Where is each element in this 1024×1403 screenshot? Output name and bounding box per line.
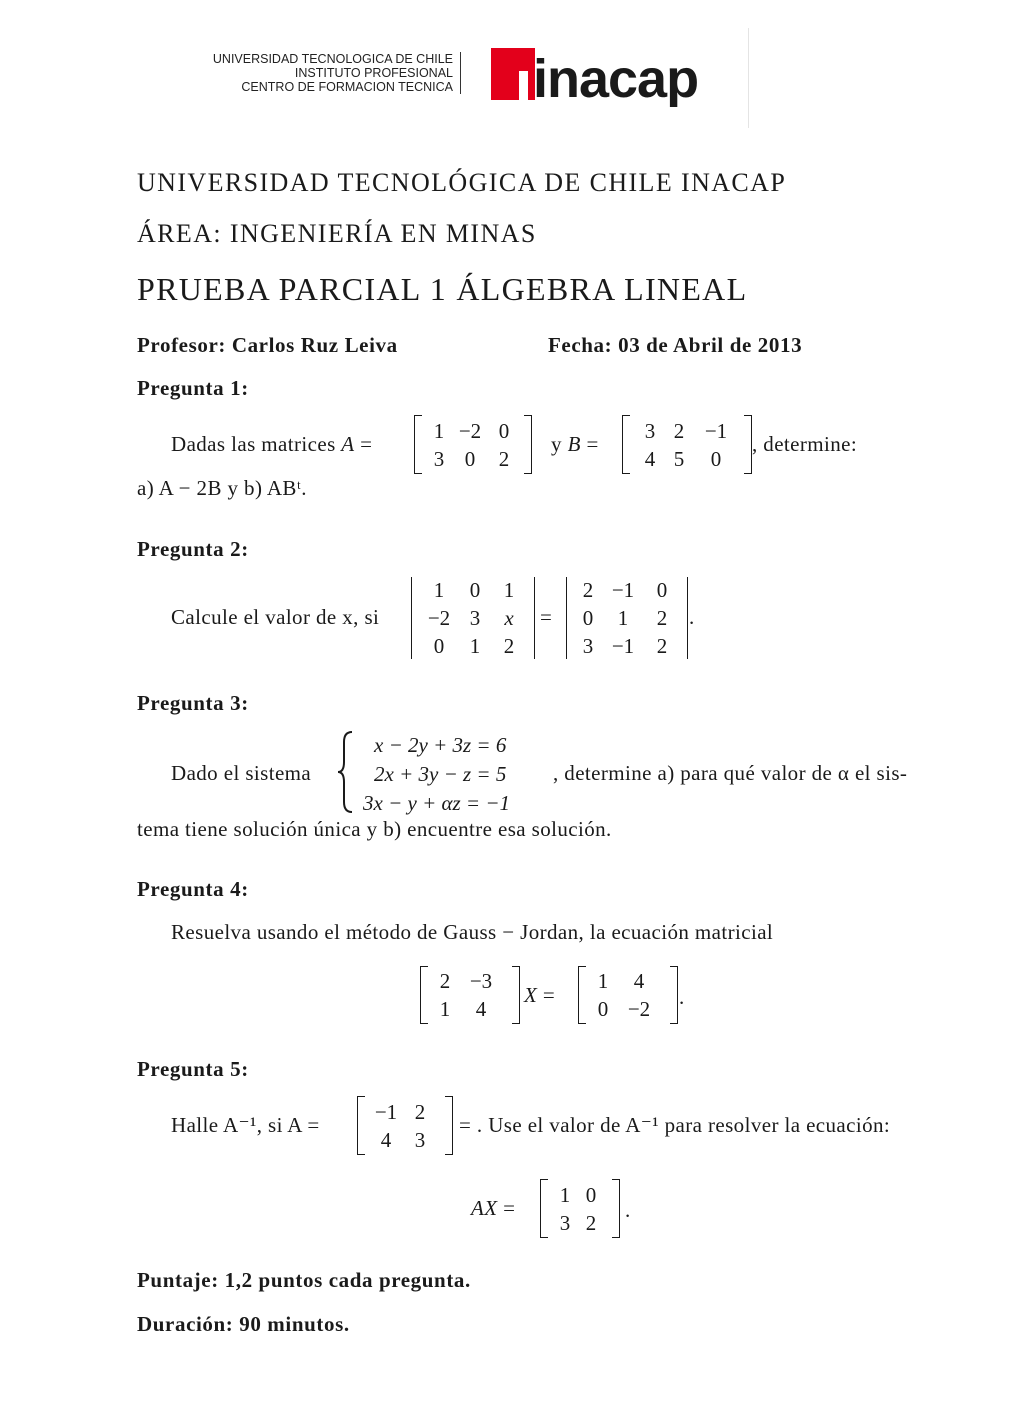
question-1-intro-text: Dadas las matrices [171,432,336,456]
det-cell: −2 [427,606,451,630]
matrix-cell: 0 [464,446,476,471]
matrix-cell: 3 [559,1210,571,1235]
equation-2: 2x + 3y − z = 5 [374,762,507,786]
question-4-label: Pregunta 4: [137,877,249,901]
matrix-cell: 4 [475,997,487,1021]
matrix-cell: 4 [633,969,645,993]
question-1-connector-y: y [551,432,562,456]
det-cell: 3 [469,606,481,630]
matrix-cell: 3 [644,418,656,443]
matrix-cell: 3 [414,1127,426,1152]
matrix-cell: 2 [439,969,451,993]
question-4-intro: Resuelva usando el método de Gauss − Jordan, la ecuación matricial [171,920,774,944]
question-5-label: Pregunta 5: [137,1057,249,1081]
area-heading: ÁREA: INGENIERÍA EN MINAS [137,219,537,248]
question-5-intro: Halle A⁻¹, si A = [171,1113,320,1137]
exam-date: Fecha: 03 de Abril de 2013 [548,333,803,357]
question-1-matrix-b [622,415,752,474]
question-3-intro: Dado el sistema [171,761,312,785]
matrix-cell: 2 [585,1210,597,1235]
matrix-cell: −2 [627,997,651,1021]
det-cell: 1 [503,578,515,602]
question-1-parts: a) A − 2B y b) ABᵗ. [137,476,307,500]
question-2-det-left [411,577,535,659]
matrix-cell: 2 [673,418,685,443]
equation-1: x − 2y + 3z = 6 [374,733,507,757]
matrix-cell: 4 [644,446,656,471]
institution-line: INSTITUTO PROFESIONAL [294,66,453,80]
det-cell: −1 [611,634,635,658]
matrix-cell: 2 [498,446,510,471]
question-1-intro: Dadas las matrices A = [171,432,373,456]
logo-text: inacap [533,49,699,107]
det-cell: 2 [656,634,668,658]
question-4-matrix-left [420,966,520,1024]
question-5-matrix-rhs [540,1179,620,1238]
matrix-cell: −3 [469,969,493,993]
matrix-cell: 0 [498,418,510,443]
matrix-cell: 1 [559,1182,571,1207]
equals-sign: = [540,605,553,629]
institution-line: UNIVERSIDAD TECNOLOGICA DE CHILE [212,52,453,66]
duration-note: Duración: 90 minutos. [137,1312,350,1336]
matrix-cell: −1 [374,1099,398,1124]
question-3-equations [363,731,510,818]
equation-3: 3x − y + αz = −1 [363,791,511,815]
professor: Profesor: Carlos Ruz Leiva [137,333,398,357]
det-cell: −1 [611,578,635,602]
question-2-intro: Calcule el valor de x, si [171,605,380,629]
matrix-cell: 3 [433,446,445,471]
question-1-label: Pregunta 1: [137,376,249,400]
matrix-cell: 1 [439,997,451,1021]
matrix-cell: 4 [380,1127,392,1152]
det-cell: 0 [582,606,594,630]
question-3-label: Pregunta 3: [137,691,249,715]
question-5-tail: = . Use el valor de A⁻¹ para resolver la ecuación: [459,1113,891,1137]
header-divider [748,28,749,128]
institution-divider [460,52,461,94]
question-4-matrix-right [578,966,678,1024]
matrix-cell: 5 [673,446,685,471]
matrix-cell: 0 [597,997,609,1021]
question-3-continuation: tema tiene solución única y b) encuentre esa solución. [137,817,612,841]
inacap-logo [489,45,719,107]
period: . [625,1198,631,1222]
university-heading: UNIVERSIDAD TECNOLÓGICA DE CHILE INACAP [137,168,787,197]
det-cell: 1 [617,606,629,630]
question-1-tail: , determine: [752,432,858,456]
matrix-cell: 2 [414,1099,426,1124]
det-cell: 3 [582,634,594,658]
question-2-det-right [566,577,688,659]
matrix-cell: −2 [458,418,482,443]
question-4-x-equals: X = [524,983,556,1007]
institution-line: CENTRO DE FORMACION TECNICA [241,80,453,94]
question-1-matrix-a [414,415,532,474]
matrix-cell: 0 [710,446,722,471]
score-note: Puntaje: 1,2 puntos cada pregunta. [137,1268,471,1292]
det-cell: 2 [503,634,515,658]
matrix-cell: −1 [704,418,728,443]
question-5-matrix-a [357,1096,453,1155]
matrix-cell: 0 [585,1182,597,1207]
det-cell: 2 [656,606,668,630]
det-cell: 0 [656,578,668,602]
system-brace [336,730,356,814]
det-cell: 2 [582,578,594,602]
period: . [689,605,695,629]
det-cell: 0 [433,634,445,658]
matrix-cell: 1 [597,969,609,993]
exam-title: PRUEBA PARCIAL 1 ÁLGEBRA LINEAL [137,271,748,307]
det-cell: x [504,606,514,630]
logo-red-block [491,48,535,100]
period: . [679,985,685,1009]
det-cell: 1 [469,634,481,658]
question-5-ax-equals: AX = [471,1196,516,1220]
question-1-connector: y B = [551,432,599,456]
institution-lines [180,52,453,94]
question-2-label: Pregunta 2: [137,537,249,561]
det-cell: 1 [433,578,445,602]
matrix-cell: 1 [433,418,445,443]
det-cell: 0 [469,578,481,602]
question-3-tail: , determine a) para qué valor de α el sis- [553,761,908,785]
